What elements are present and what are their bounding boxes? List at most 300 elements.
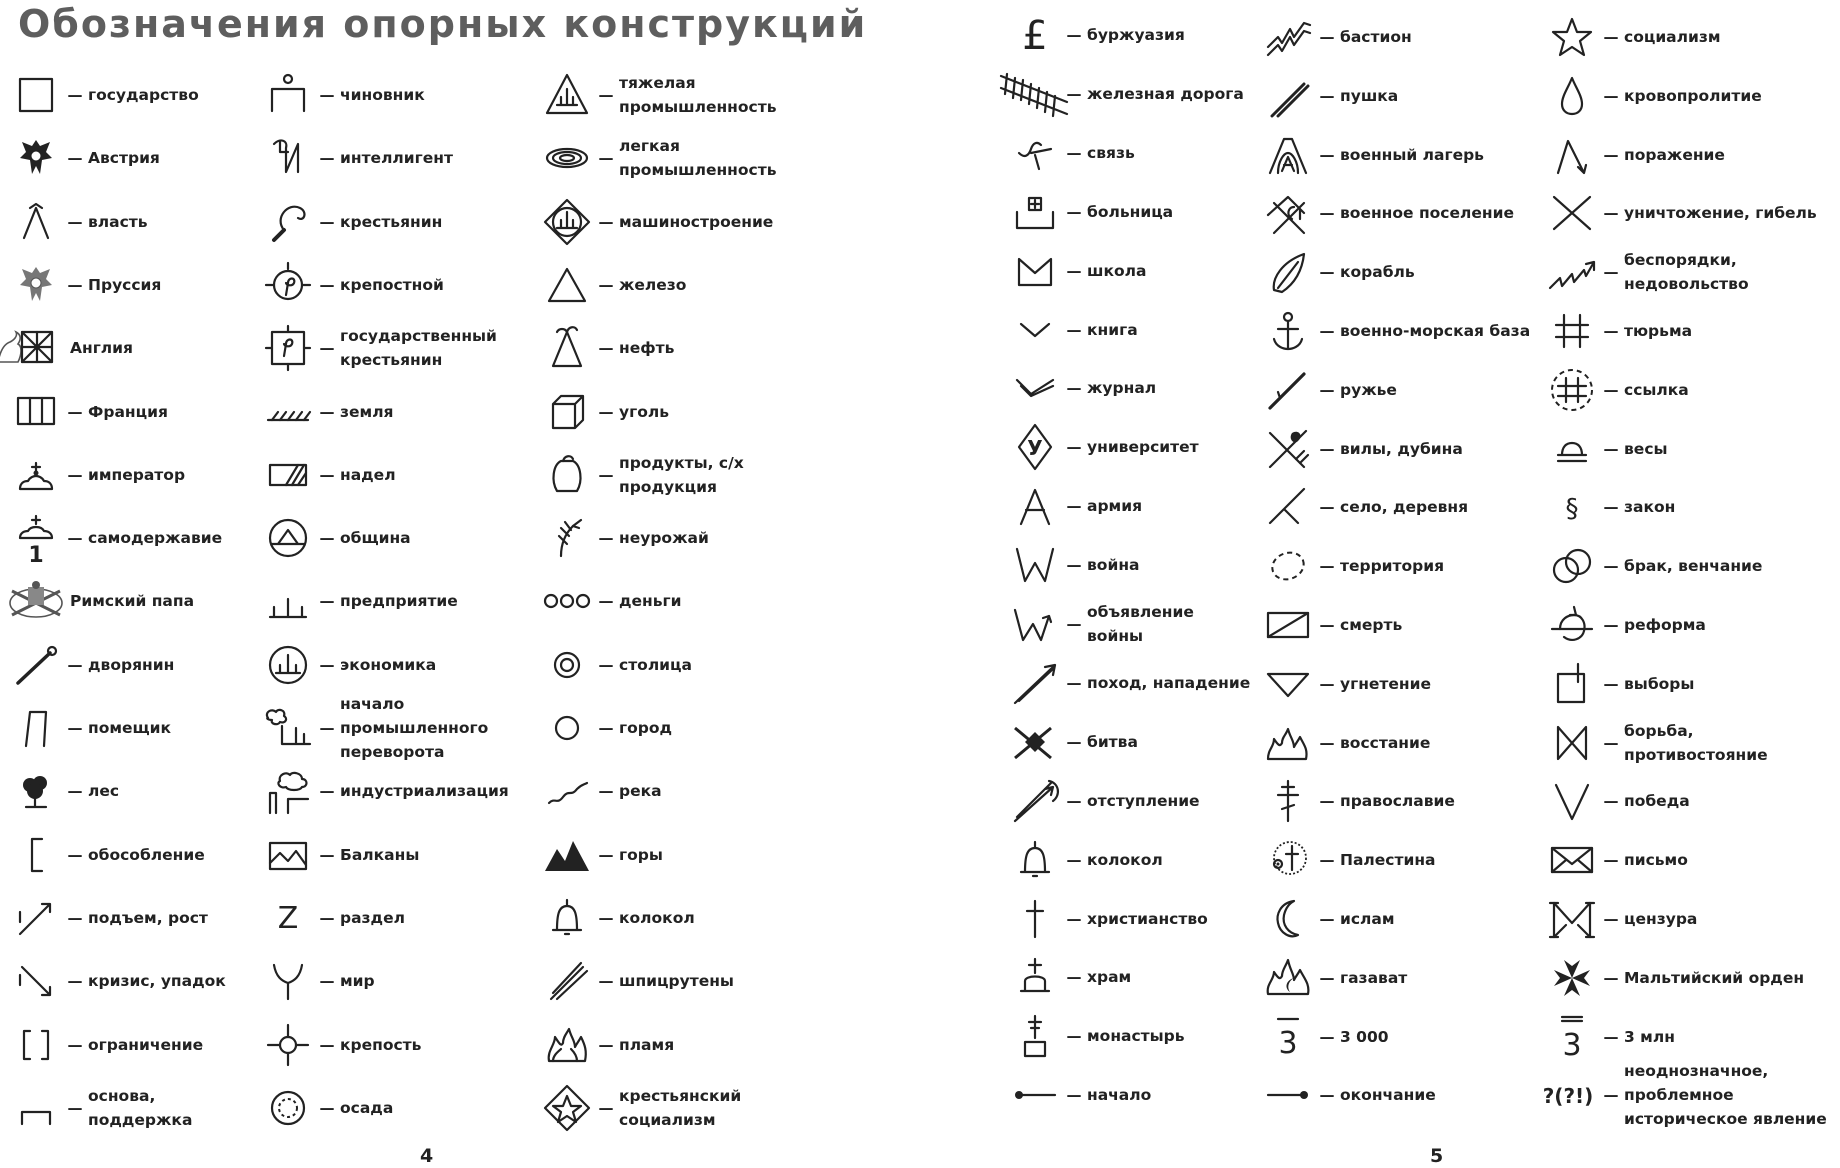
entry-dash: — bbox=[1066, 850, 1082, 869]
three-million-icon bbox=[1546, 1011, 1598, 1063]
legend-entry bbox=[1262, 246, 1544, 298]
industrial-revolution-icon bbox=[262, 702, 314, 754]
entry-label: обособление bbox=[88, 845, 205, 864]
army-icon bbox=[1009, 480, 1061, 532]
entry-dash: — bbox=[67, 275, 83, 294]
river-icon bbox=[541, 765, 593, 817]
legend-entry bbox=[541, 196, 841, 248]
peace-icon bbox=[262, 955, 314, 1007]
entry-label: беспорядки, недовольство bbox=[1624, 251, 1749, 294]
entry-label: тяжелая промышленность bbox=[619, 74, 777, 116]
legend-entry bbox=[1009, 834, 1259, 886]
entry-label: река bbox=[619, 782, 662, 801]
legend-entry bbox=[1262, 599, 1544, 651]
legend-entry bbox=[1546, 775, 1836, 827]
entry-label: тюрьма bbox=[1624, 322, 1693, 340]
legend-entry bbox=[1262, 11, 1544, 63]
start-icon bbox=[1009, 1069, 1061, 1121]
legend-entry bbox=[1009, 9, 1259, 61]
legend-entry bbox=[262, 132, 540, 184]
entry-dash: — bbox=[319, 465, 335, 484]
entry-label: военно-морская база bbox=[1340, 322, 1531, 340]
entry-label: Пруссия bbox=[88, 275, 162, 294]
entry-label: пушка bbox=[1340, 86, 1399, 105]
war-icon bbox=[1009, 539, 1061, 591]
entry-label: школа bbox=[1087, 261, 1147, 280]
legend-entry bbox=[1009, 951, 1259, 1003]
entry-label: Палестина bbox=[1340, 851, 1436, 870]
entry-label: продукты, с/х продукция bbox=[619, 453, 744, 496]
page-number-left: 4 bbox=[420, 1145, 434, 1167]
entry-dash: — bbox=[1319, 86, 1335, 105]
entry-label: столица bbox=[619, 655, 692, 674]
entry-label: крестьянин bbox=[340, 212, 443, 231]
entry-label: окончание bbox=[1340, 1086, 1436, 1105]
legend-entry bbox=[10, 1019, 260, 1071]
page-number-right: 5 bbox=[1430, 1145, 1444, 1167]
land-hatch-icon bbox=[262, 386, 314, 438]
svg-text:§: § bbox=[1565, 494, 1579, 525]
austria-eagle-icon bbox=[10, 132, 62, 184]
legend-entry bbox=[1546, 599, 1836, 651]
anchor-icon bbox=[1262, 305, 1314, 357]
entry-label: отступление bbox=[1087, 791, 1200, 810]
peasant-socialism-icon bbox=[541, 1082, 593, 1134]
entry-dash: — bbox=[319, 1098, 335, 1117]
entry-dash: — bbox=[319, 275, 335, 294]
entry-label: колокол bbox=[619, 908, 695, 927]
orthodox-cross-icon bbox=[1262, 775, 1314, 827]
entry-dash: — bbox=[1319, 910, 1335, 928]
entry-dash: — bbox=[67, 529, 83, 548]
sack-icon bbox=[541, 449, 593, 501]
legend-entry bbox=[1009, 68, 1259, 120]
entry-label: село, деревня bbox=[1340, 498, 1469, 517]
legend-entry bbox=[262, 322, 540, 374]
entry-dash: — bbox=[598, 212, 614, 231]
entry-dash: — bbox=[1319, 145, 1335, 164]
legend-entry bbox=[262, 829, 540, 881]
legend-entry bbox=[10, 639, 260, 691]
hash-icon bbox=[1546, 305, 1598, 357]
entry-label: поход, нападение bbox=[1087, 673, 1251, 692]
legend-entry bbox=[1262, 129, 1544, 181]
entry-label: железная дорога bbox=[1087, 84, 1244, 103]
entry-dash: — bbox=[319, 592, 335, 611]
legend-entry bbox=[1262, 70, 1544, 122]
entry-label: железо bbox=[619, 275, 687, 294]
svg-text:1: 1 bbox=[28, 543, 44, 569]
legend-entry bbox=[541, 639, 841, 691]
entry-label: военный лагерь bbox=[1340, 145, 1484, 164]
legend-entry bbox=[1262, 717, 1544, 769]
entry-label: связь bbox=[1087, 143, 1135, 162]
entry-label: больница bbox=[1087, 202, 1174, 221]
entry-dash: — bbox=[1066, 615, 1082, 633]
entry-label: 3 000 bbox=[1340, 1027, 1389, 1046]
legend-entry bbox=[541, 322, 841, 374]
entry-label: ссылка bbox=[1624, 380, 1689, 399]
legend-entry bbox=[541, 132, 841, 184]
entry-dash: — bbox=[1603, 557, 1619, 576]
legend-entry bbox=[10, 955, 260, 1007]
entry-dash: — bbox=[1603, 145, 1619, 164]
entry-dash: — bbox=[1603, 439, 1619, 458]
entry-label: крепостной bbox=[340, 275, 444, 294]
entry-dash: — bbox=[1319, 1027, 1335, 1046]
ship-icon bbox=[1262, 246, 1314, 298]
struggle-icon bbox=[1546, 717, 1598, 769]
entry-label: нефть bbox=[619, 339, 675, 358]
entry-dash: — bbox=[1319, 28, 1335, 46]
victory-icon bbox=[1546, 775, 1598, 827]
entry-label: монастырь bbox=[1087, 1027, 1185, 1046]
legend-entry bbox=[1009, 657, 1259, 709]
entry-dash: — bbox=[1066, 143, 1082, 162]
rifle-icon bbox=[1262, 364, 1314, 416]
entry-dash: — bbox=[67, 149, 83, 168]
death-icon bbox=[1262, 599, 1314, 651]
legend-entry bbox=[1262, 481, 1544, 533]
entry-dash: — bbox=[319, 655, 335, 674]
legend-entry bbox=[1009, 539, 1259, 591]
bell-icon bbox=[541, 892, 593, 944]
entry-dash: — bbox=[319, 972, 335, 991]
entry-label: весы bbox=[1624, 439, 1668, 458]
cross-icon bbox=[1009, 893, 1061, 945]
entry-dash: — bbox=[67, 86, 83, 104]
legend-entry bbox=[541, 449, 841, 501]
bracket-icon bbox=[10, 829, 62, 881]
legend-entry bbox=[10, 196, 260, 248]
entry-label: начало промышленного переворота bbox=[340, 695, 489, 761]
entry-label: деньги bbox=[619, 592, 682, 611]
legend-entry bbox=[10, 1082, 260, 1134]
svg-text:Z: Z bbox=[277, 900, 299, 936]
entry-label: колокол bbox=[1087, 850, 1163, 869]
legend-entry bbox=[1009, 1010, 1259, 1062]
entry-label: христианство bbox=[1087, 909, 1208, 928]
legend-entry bbox=[1542, 1062, 1836, 1129]
defeat-icon bbox=[1546, 129, 1598, 181]
legend-entry bbox=[1009, 480, 1259, 532]
svg-text:£: £ bbox=[1022, 13, 1048, 59]
entry-label: буржуазия bbox=[1087, 26, 1185, 44]
entry-label: интеллигент bbox=[340, 149, 453, 168]
entry-dash: — bbox=[67, 908, 83, 927]
official-icon bbox=[262, 69, 314, 121]
entry-dash: — bbox=[1319, 616, 1335, 634]
legend-entry bbox=[262, 512, 540, 564]
entry-dash: — bbox=[67, 1035, 83, 1054]
entry-dash: — bbox=[1603, 263, 1619, 282]
reform-icon bbox=[1546, 599, 1598, 651]
entry-dash: — bbox=[67, 212, 83, 231]
legend-entry bbox=[10, 386, 260, 438]
intellectual-icon bbox=[262, 132, 314, 184]
legend-entry bbox=[1262, 423, 1544, 475]
entry-dash: — bbox=[598, 782, 614, 801]
legend-entry bbox=[10, 322, 260, 374]
book-icon bbox=[1009, 304, 1061, 356]
legend-entry bbox=[262, 575, 540, 627]
legend-entry bbox=[1262, 834, 1544, 886]
legend-entry bbox=[1262, 893, 1544, 945]
capital-icon bbox=[541, 639, 593, 691]
commune-icon bbox=[262, 512, 314, 564]
legend-entry bbox=[1262, 540, 1544, 592]
legend-entry bbox=[262, 892, 540, 944]
legend-entry bbox=[1262, 305, 1544, 357]
city-icon bbox=[541, 702, 593, 754]
legend-entry bbox=[10, 575, 260, 627]
entry-dash: — bbox=[1066, 791, 1082, 810]
entry-label: Мальтийский орден bbox=[1624, 968, 1805, 987]
entry-label: экономика bbox=[340, 655, 437, 674]
entry-label: битва bbox=[1087, 732, 1138, 751]
legend-entry bbox=[541, 512, 841, 564]
triangle-icon bbox=[541, 259, 593, 311]
legend-entry bbox=[10, 132, 260, 184]
entry-dash: — bbox=[1319, 439, 1335, 458]
entry-label: чиновник bbox=[340, 86, 425, 104]
entry-dash: — bbox=[319, 86, 335, 104]
envelope-icon bbox=[1546, 834, 1598, 886]
retreat-icon bbox=[1009, 775, 1061, 827]
entry-label: брак, венчание bbox=[1624, 557, 1763, 576]
serf-icon bbox=[262, 259, 314, 311]
entry-label: реформа bbox=[1624, 616, 1706, 634]
partition-icon bbox=[262, 892, 314, 944]
legend-entry bbox=[262, 955, 540, 1007]
attack-arrow-icon bbox=[1009, 657, 1061, 709]
entry-dash: — bbox=[319, 845, 335, 864]
entry-label: машиностроение bbox=[619, 212, 774, 231]
siege-icon bbox=[262, 1082, 314, 1134]
journal-icon bbox=[1009, 362, 1061, 414]
entry-dash: — bbox=[1066, 84, 1082, 103]
bell-icon bbox=[1009, 834, 1061, 886]
prussia-eagle-icon bbox=[10, 259, 62, 311]
crown-icon bbox=[10, 449, 62, 501]
entry-label: смерть bbox=[1340, 616, 1403, 634]
legend-entry bbox=[262, 449, 540, 501]
entry-label: победа bbox=[1624, 792, 1690, 811]
entry-dash: — bbox=[319, 212, 335, 231]
legend-entry bbox=[262, 1019, 540, 1071]
ballot-icon bbox=[1546, 658, 1598, 710]
entry-dash: — bbox=[1603, 86, 1619, 105]
entry-dash: — bbox=[598, 465, 614, 484]
legend-entry bbox=[541, 892, 841, 944]
svg-text:?(?!): ?(?!) bbox=[1542, 1084, 1594, 1109]
entry-dash: — bbox=[598, 1098, 614, 1117]
ghazavat-icon bbox=[1262, 952, 1314, 1004]
entry-label: легкая промышленность bbox=[619, 137, 777, 180]
legend-entry bbox=[10, 892, 260, 944]
entry-label: восстание bbox=[1340, 733, 1431, 752]
entry-dash: — bbox=[319, 402, 335, 421]
entry-dash: — bbox=[598, 149, 614, 168]
entry-label: помещик bbox=[88, 719, 172, 737]
legend-entry bbox=[1546, 893, 1836, 945]
legend-entry bbox=[541, 765, 841, 817]
entry-label: газават bbox=[1340, 968, 1408, 987]
legend-entry bbox=[10, 829, 260, 881]
entry-dash: — bbox=[598, 275, 614, 294]
entry-dash: — bbox=[1603, 910, 1619, 928]
machine-building-icon bbox=[541, 196, 593, 248]
entry-dash: — bbox=[1066, 320, 1082, 339]
entry-dash: — bbox=[1066, 732, 1082, 751]
base-icon bbox=[10, 1082, 62, 1134]
territory-icon bbox=[1262, 540, 1314, 592]
entry-dash: — bbox=[1066, 1027, 1082, 1046]
star-icon bbox=[1546, 11, 1598, 63]
entry-dash: — bbox=[1066, 379, 1082, 398]
legend-entry bbox=[1009, 186, 1259, 238]
oppression-icon bbox=[1262, 658, 1314, 710]
entry-dash: — bbox=[1066, 497, 1082, 516]
legend-entry bbox=[1009, 716, 1259, 768]
entry-dash: — bbox=[598, 655, 614, 674]
entry-label: мир bbox=[340, 972, 375, 991]
rings-icon bbox=[1546, 540, 1598, 592]
palestine-icon bbox=[1262, 834, 1314, 886]
balkans-icon bbox=[262, 829, 314, 881]
square-icon bbox=[10, 69, 62, 121]
legend-entry bbox=[1009, 304, 1259, 356]
entry-dash: — bbox=[1603, 792, 1619, 811]
bastion-icon bbox=[1262, 11, 1314, 63]
entry-dash: — bbox=[1066, 261, 1082, 280]
entry-dash: — bbox=[1603, 733, 1619, 752]
exile-icon bbox=[1546, 364, 1598, 416]
legend-entry bbox=[1262, 775, 1544, 827]
legend-entry bbox=[1262, 1069, 1544, 1121]
entry-label: 3 млн bbox=[1624, 1027, 1675, 1046]
entry-label: храм bbox=[1087, 968, 1132, 987]
entry-dash: — bbox=[319, 149, 335, 168]
legend-entry bbox=[541, 386, 841, 438]
entry-dash: — bbox=[1066, 968, 1082, 987]
legend-entry bbox=[1546, 540, 1836, 592]
end-icon bbox=[1262, 1069, 1314, 1121]
entry-dash: — bbox=[319, 339, 335, 358]
entry-label: борьба, противостояние bbox=[1624, 721, 1768, 764]
entry-label: кризис, упадок bbox=[88, 972, 226, 991]
entry-dash: — bbox=[319, 908, 335, 927]
entry-dash: — bbox=[1319, 263, 1335, 282]
entry-dash: — bbox=[1603, 851, 1619, 870]
military-camp-icon bbox=[1262, 129, 1314, 181]
legend-entry bbox=[262, 765, 540, 817]
tree-icon bbox=[10, 765, 62, 817]
monastery-icon bbox=[1009, 1010, 1061, 1062]
legend-entry bbox=[1546, 129, 1836, 181]
entry-dash: — bbox=[1066, 1086, 1082, 1105]
entry-dash: — bbox=[67, 972, 83, 991]
entry-label: Балканы bbox=[340, 845, 420, 864]
legend-entry bbox=[1009, 362, 1259, 414]
entry-dash: — bbox=[1319, 792, 1335, 811]
coins-icon bbox=[541, 575, 593, 627]
entry-dash: — bbox=[1066, 26, 1082, 44]
entry-label: шпицрутены bbox=[619, 972, 734, 991]
entry-label: начало bbox=[1087, 1086, 1152, 1105]
entry-label: Римский папа bbox=[70, 592, 195, 611]
legend-entry bbox=[1546, 1011, 1836, 1063]
entry-dash: — bbox=[598, 719, 614, 737]
legend-entry bbox=[10, 702, 260, 754]
entry-dash: — bbox=[598, 529, 614, 548]
entry-dash: — bbox=[67, 782, 83, 801]
connection-icon bbox=[1009, 127, 1061, 179]
entry-label: подъем, рост bbox=[88, 908, 208, 927]
france-flag-icon bbox=[10, 386, 62, 438]
entry-dash: — bbox=[1603, 674, 1619, 693]
entry-dash: — bbox=[1603, 322, 1619, 340]
entry-dash: — bbox=[1603, 968, 1619, 987]
entry-label: ружье bbox=[1340, 380, 1397, 399]
legend-entry bbox=[10, 69, 260, 121]
crop-failure-icon bbox=[541, 512, 593, 564]
legend-entry bbox=[1546, 658, 1836, 710]
state-peasant-icon bbox=[262, 322, 314, 374]
entry-dash: — bbox=[1603, 1027, 1619, 1046]
entry-dash: — bbox=[1066, 438, 1082, 457]
entry-dash: — bbox=[1319, 733, 1335, 752]
entry-label: письмо bbox=[1624, 851, 1688, 870]
mountains-icon bbox=[541, 829, 593, 881]
entry-label: объявление войны bbox=[1087, 603, 1194, 645]
entry-label: земля bbox=[340, 402, 394, 421]
military-settlement-icon bbox=[1262, 187, 1314, 239]
entry-label: основа, поддержка bbox=[88, 1086, 193, 1129]
cube-icon bbox=[541, 386, 593, 438]
entry-dash: — bbox=[1603, 204, 1619, 223]
legend-entry bbox=[1262, 1011, 1544, 1063]
legend-entry bbox=[1546, 423, 1836, 475]
entry-dash: — bbox=[1603, 28, 1619, 46]
arrow-up-icon bbox=[10, 892, 62, 944]
entry-label: вилы, дубина bbox=[1340, 439, 1463, 458]
entry-label: дворянин bbox=[88, 655, 175, 674]
entry-label: Австрия bbox=[88, 149, 160, 168]
legend-entry bbox=[1546, 481, 1836, 533]
x-icon bbox=[1546, 187, 1598, 239]
university-icon bbox=[1009, 421, 1061, 473]
entry-label: православие bbox=[1340, 792, 1455, 811]
school-icon bbox=[1009, 245, 1061, 297]
legend-entry bbox=[1262, 187, 1544, 239]
svg-text:У: У bbox=[1027, 436, 1043, 461]
entry-label: кровопролитие bbox=[1624, 86, 1762, 105]
flame-icon bbox=[541, 1019, 593, 1071]
entry-label: поражение bbox=[1624, 145, 1725, 164]
allotment-icon bbox=[262, 449, 314, 501]
entry-dash: — bbox=[598, 908, 614, 927]
pound-icon bbox=[1009, 9, 1061, 61]
legend-entry bbox=[1009, 245, 1259, 297]
entry-dash: — bbox=[598, 972, 614, 991]
legend-entry bbox=[541, 1082, 841, 1134]
temple-icon bbox=[1009, 951, 1061, 1003]
battle-icon bbox=[1009, 716, 1061, 768]
maltese-cross-icon bbox=[1546, 952, 1598, 1004]
entry-label: уголь bbox=[619, 402, 670, 421]
gauntlet-icon bbox=[541, 955, 593, 1007]
